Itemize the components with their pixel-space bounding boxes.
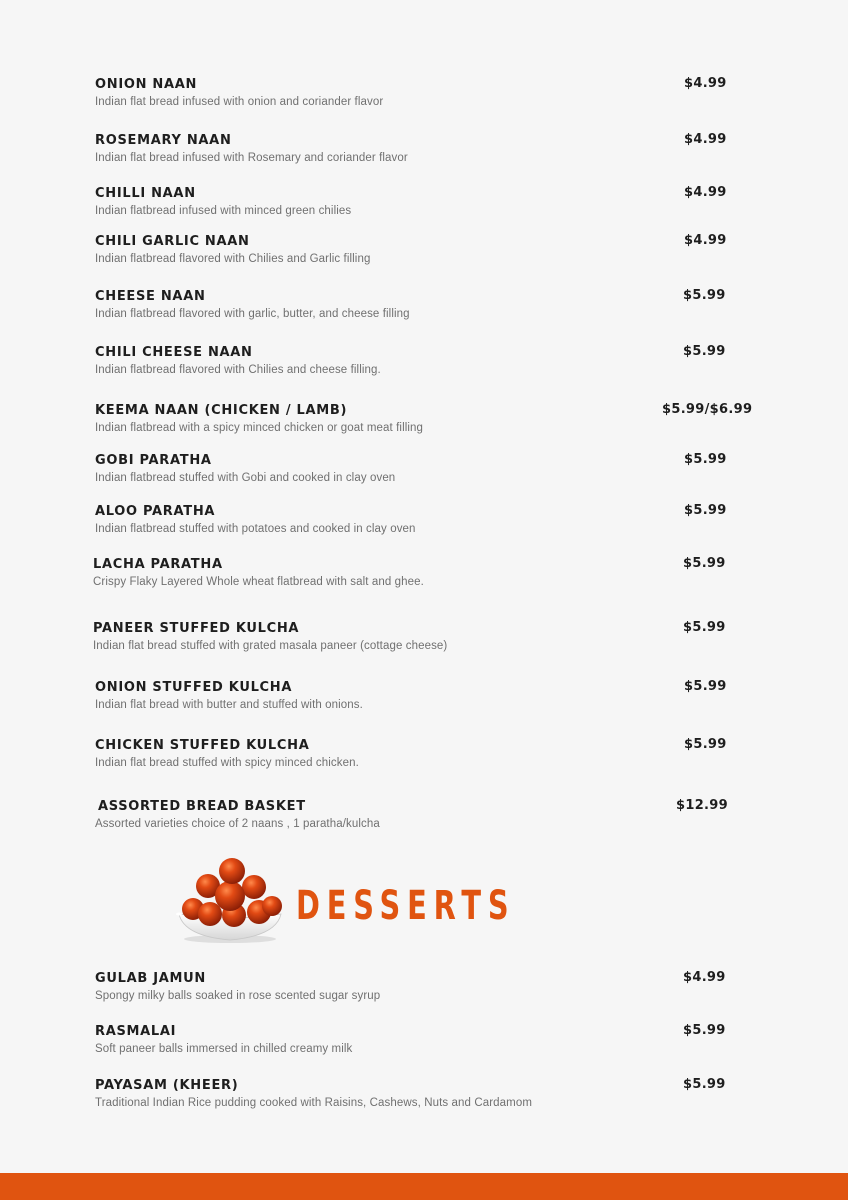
- item-price: $4.99: [684, 76, 727, 91]
- item-description: Indian flat bread stuffed with grated masala paneer (cottage cheese): [93, 640, 448, 652]
- item-description: Indian flatbread flavored with garlic, butter, and cheese filling: [95, 308, 410, 320]
- menu-item-chili-garlic-naan: [0, 234, 848, 284]
- item-price: $5.99: [683, 556, 726, 571]
- item-description: Spongy milky balls soaked in rose scented sugar syrup: [95, 990, 381, 1002]
- item-name: CHILLI NAAN: [95, 186, 196, 201]
- item-description: Indian flat bread infused with Rosemary and coriander flavor: [95, 152, 408, 164]
- item-name: ONION NAAN: [95, 77, 198, 92]
- item-price: $5.99: [684, 452, 727, 467]
- item-description: Indian flat bread infused with onion and coriander flavor: [95, 96, 384, 108]
- gulab-jamun-bowl-image: [176, 856, 284, 946]
- item-price: $5.99: [683, 344, 726, 359]
- menu-item-keema-naan: [0, 403, 848, 453]
- item-name: CHICKEN STUFFED KULCHA: [95, 738, 310, 753]
- item-description: Soft paneer balls immersed in chilled creamy milk: [95, 1043, 353, 1055]
- desserts-section-header: [176, 856, 536, 946]
- menu-item-rasmalai: [0, 1024, 848, 1074]
- item-name: ASSORTED BREAD BASKET: [98, 799, 306, 814]
- menu-item-chili-cheese-naan: [0, 345, 848, 395]
- item-price: $5.99: [683, 1077, 726, 1092]
- menu-item-chicken-stuffed-kulcha: [0, 738, 848, 788]
- menu-item-onion-naan: [0, 77, 848, 127]
- menu-item-gobi-paratha: [0, 453, 848, 503]
- item-name: PAYASAM (KHEER): [95, 1078, 239, 1093]
- item-name: ONION STUFFED KULCHA: [95, 680, 293, 695]
- item-name: ROSEMARY NAAN: [95, 133, 232, 148]
- item-price: $4.99: [684, 185, 727, 200]
- menu-item-cheese-naan: [0, 289, 848, 339]
- item-name: CHILI GARLIC NAAN: [95, 234, 250, 249]
- menu-item-gulab-jamun: [0, 971, 848, 1021]
- item-price: $4.99: [683, 970, 726, 985]
- item-description: Indian flatbread stuffed with potatoes and cooked in clay oven: [95, 523, 416, 535]
- item-name: PANEER STUFFED KULCHA: [93, 621, 300, 636]
- item-name: CHILI CHEESE NAAN: [95, 345, 253, 360]
- menu-item-onion-stuffed-kulcha: [0, 680, 848, 730]
- item-description: Indian flatbread stuffed with Gobi and cooked in clay oven: [95, 472, 396, 484]
- item-price: $5.99: [683, 620, 726, 635]
- menu-item-payasam-kheer: [0, 1078, 848, 1128]
- item-name: RASMALAI: [95, 1024, 177, 1039]
- item-description: Indian flatbread infused with minced green chilies: [95, 205, 352, 217]
- menu-item-aloo-paratha: [0, 504, 848, 554]
- item-name: LACHA PARATHA: [93, 557, 223, 572]
- item-price: $5.99: [683, 288, 726, 303]
- item-description: Assorted varieties choice of 2 naans , 1 paratha/kulcha: [95, 818, 380, 830]
- item-price: $4.99: [684, 132, 727, 147]
- item-name: GOBI PARATHA: [95, 453, 212, 468]
- desserts-section-title: DESSERTS: [296, 883, 516, 929]
- menu-item-chilli-naan: [0, 186, 848, 236]
- item-name: GULAB JAMUN: [95, 971, 206, 986]
- item-name: CHEESE NAAN: [95, 289, 206, 304]
- item-name: KEEMA NAAN (CHICKEN / LAMB): [95, 403, 348, 418]
- item-price: $12.99: [676, 798, 728, 813]
- item-price: $5.99/$6.99: [662, 402, 753, 417]
- item-price: $5.99: [684, 679, 727, 694]
- footer-accent-bar: [0, 1173, 848, 1200]
- menu-item-rosemary-naan: [0, 133, 848, 183]
- item-description: Crispy Flaky Layered Whole wheat flatbread with salt and ghee.: [93, 576, 424, 588]
- item-description: Indian flatbread with a spicy minced chicken or goat meat filling: [95, 422, 424, 434]
- item-price: $5.99: [684, 737, 727, 752]
- menu-item-paneer-stuffed-kulcha: [0, 621, 848, 671]
- item-description: Indian flatbread flavored with Chilies and cheese filling.: [95, 364, 381, 376]
- item-price: $4.99: [684, 233, 727, 248]
- item-description: Indian flat bread with butter and stuffed with onions.: [95, 699, 363, 711]
- item-price: $5.99: [684, 503, 727, 518]
- item-name: ALOO PARATHA: [95, 504, 216, 519]
- item-description: Traditional Indian Rice pudding cooked with Raisins, Cashews, Nuts and Cardamom: [95, 1097, 533, 1109]
- menu-item-assorted-bread-basket: [0, 799, 848, 849]
- menu-item-lacha-paratha: [0, 557, 848, 607]
- item-description: Indian flat bread stuffed with spicy minced chicken.: [95, 757, 359, 769]
- item-description: Indian flatbread flavored with Chilies and Garlic filling: [95, 253, 371, 265]
- item-price: $5.99: [683, 1023, 726, 1038]
